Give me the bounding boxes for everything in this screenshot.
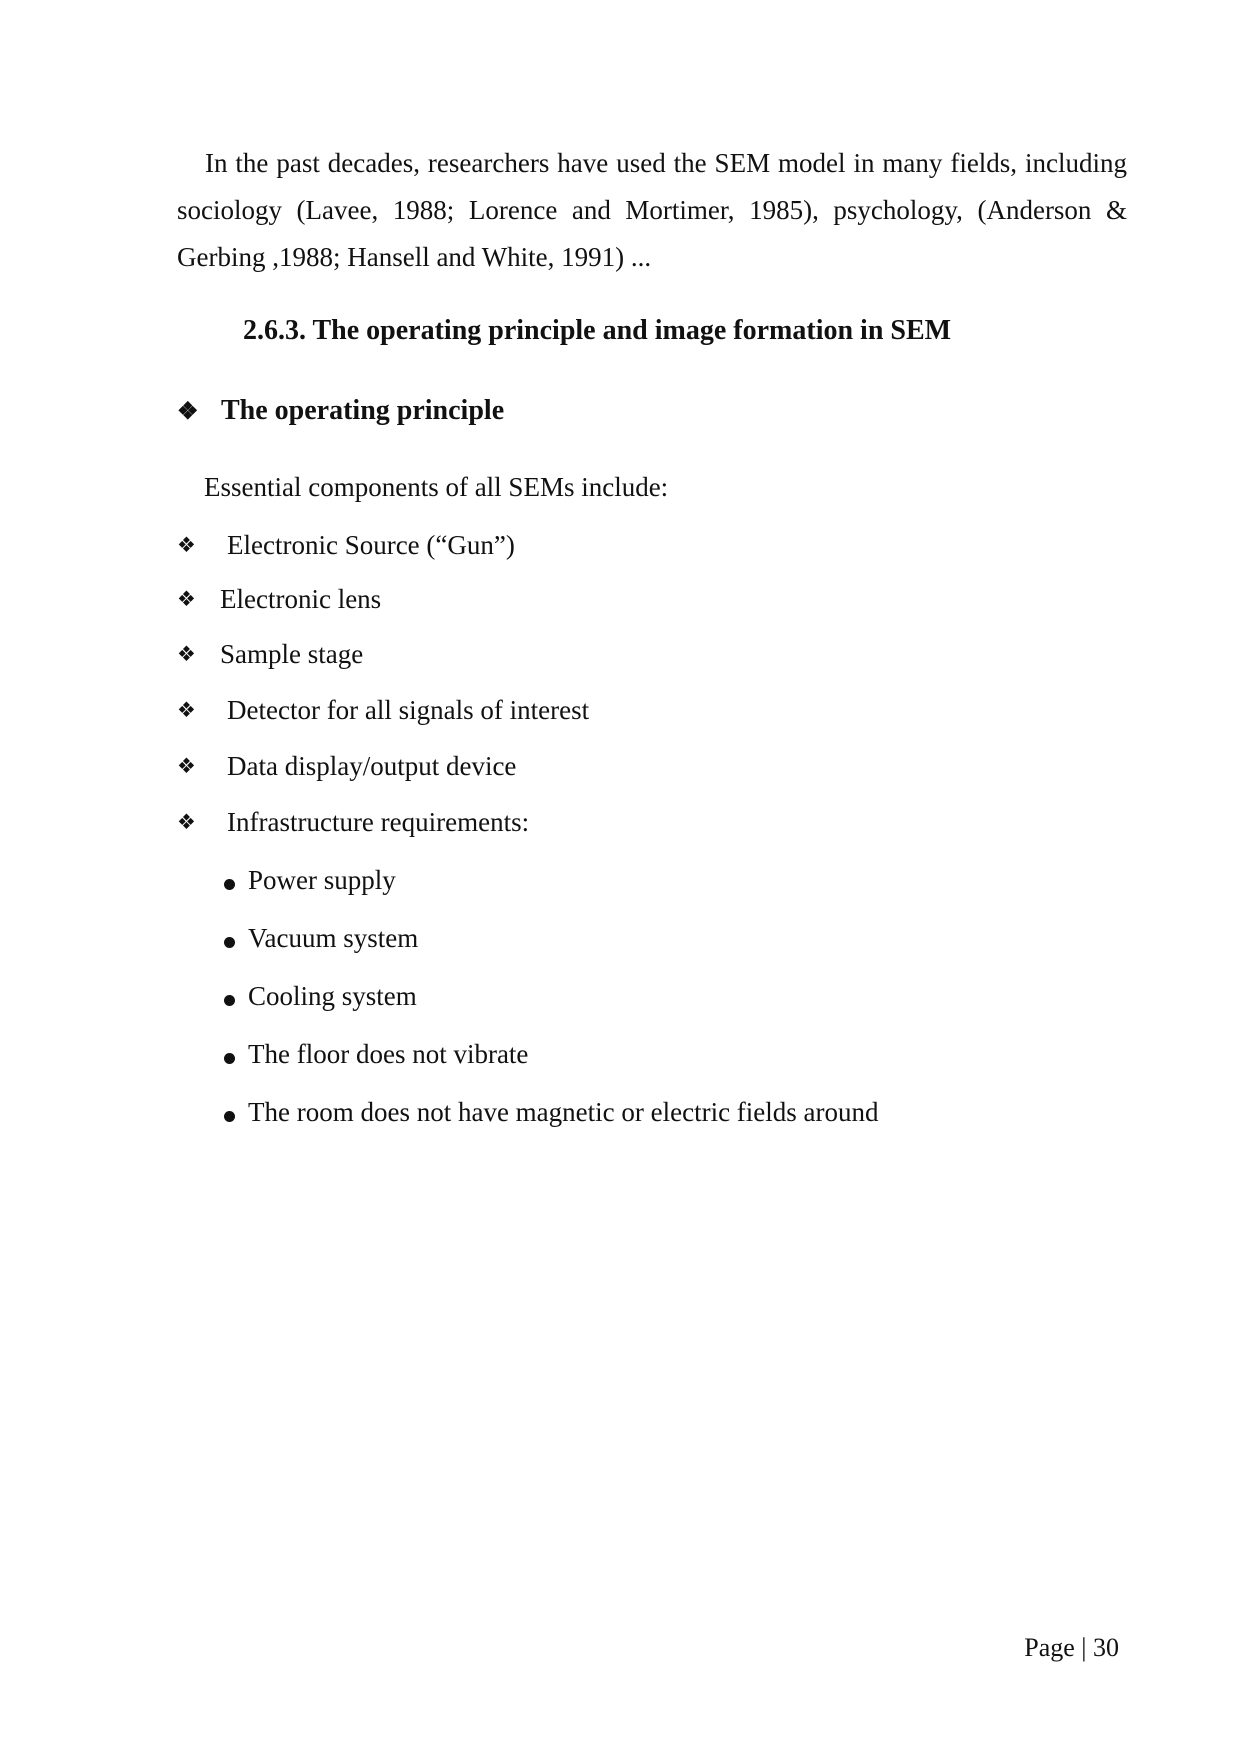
diamond-bullet-icon: ❖ <box>177 810 196 834</box>
list-item-label: Electronic Source (“Gun”) <box>227 530 515 560</box>
bullet-dot-icon <box>224 937 235 948</box>
diamond-bullet-icon: ❖ <box>177 587 196 611</box>
list-item-label: Electronic lens <box>220 584 382 614</box>
sub-list-item-label: The room does not have magnetic or electric fields around <box>248 1097 879 1127</box>
sub-list-item-label: The floor does not vibrate <box>248 1039 529 1069</box>
diamond-bullet-icon: ❖ <box>177 754 196 778</box>
diamond-bullet-icon: ❖ <box>177 642 196 666</box>
diamond-bullet-icon: ❖ <box>177 399 199 425</box>
page-number: Page | 30 <box>1024 1633 1119 1662</box>
components-intro: Essential components of all SEMs include: <box>204 472 669 502</box>
diamond-bullet-icon: ❖ <box>177 533 196 557</box>
sub-list-item-label: Cooling system <box>248 981 417 1011</box>
subheading-text: The operating principle <box>221 395 505 426</box>
list-item-label: Sample stage <box>220 639 364 669</box>
list-item-label: Detector for all signals of interest <box>227 695 590 725</box>
bullet-dot-icon <box>224 879 235 890</box>
list-item-label: Infrastructure requirements: <box>227 807 530 837</box>
bullet-dot-icon <box>224 1053 235 1064</box>
sub-list-item-label: Vacuum system <box>248 923 419 953</box>
bullet-dot-icon <box>224 995 235 1006</box>
intro-paragraph: In the past decades, researchers have used the SEM model in many fields, including sociology (Lavee, 1988; Lorence and Mortimer, 1985), psychology, (Anderson & Gerbing ,1988; Hansell and White, 1991) ... <box>177 148 1127 272</box>
section-heading: 2.6.3. The operating principle and image formation in SEM <box>243 315 952 346</box>
diamond-bullet-icon: ❖ <box>177 698 196 722</box>
list-item-label: Data display/output device <box>227 751 517 781</box>
bullet-dot-icon <box>224 1111 235 1122</box>
sub-list-item-label: Power supply <box>248 865 396 895</box>
subheading <box>177 395 504 427</box>
